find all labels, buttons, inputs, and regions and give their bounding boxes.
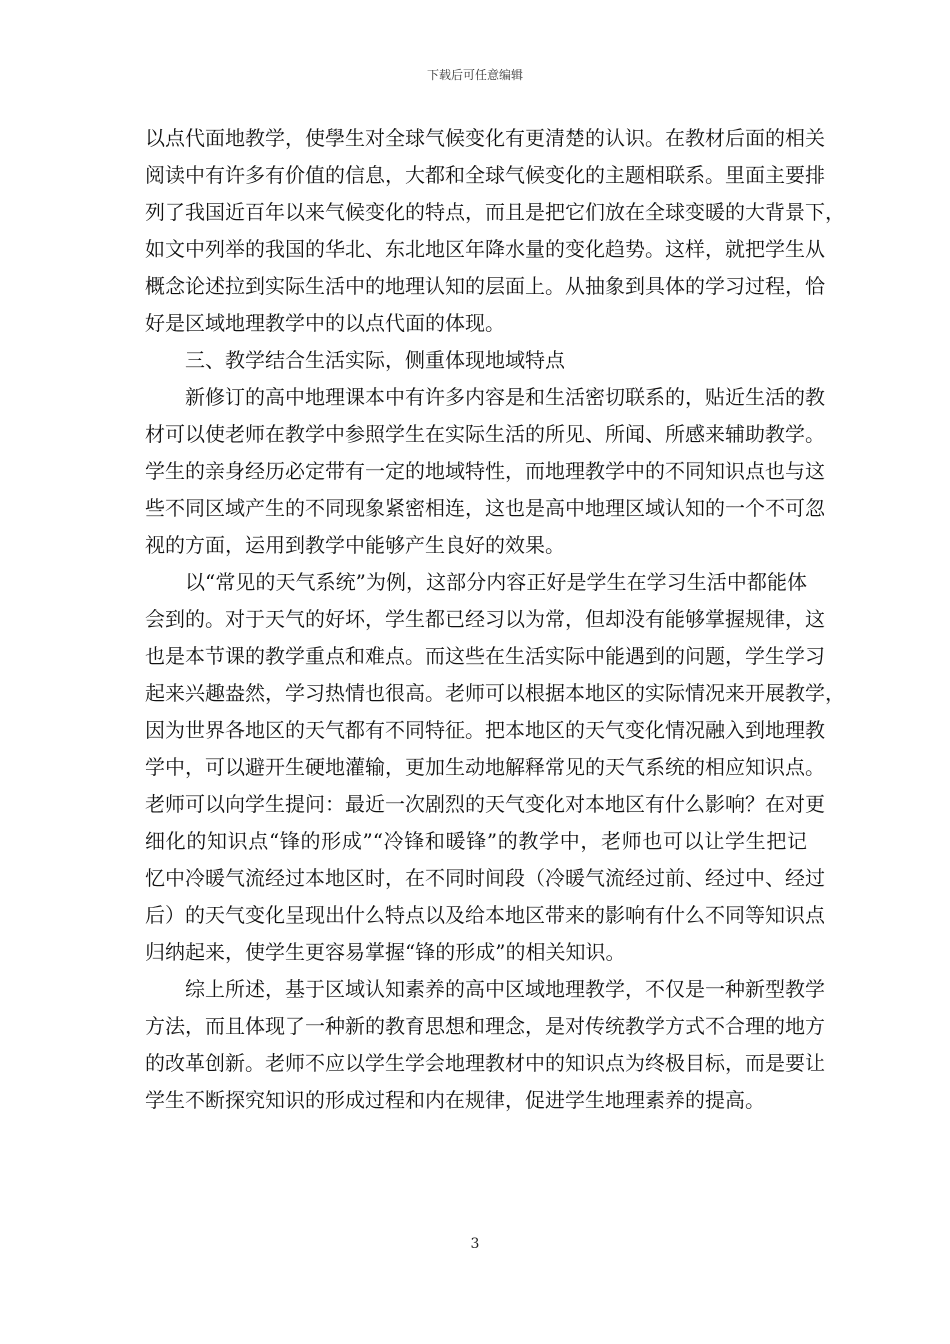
body-line: 以“常见的天气系统”为例，这部分内容正好是学生在学习生活中都能体 <box>185 570 807 594</box>
body-line: 因为世界各地区的天气都有不同特征。把本地区的天气变化情况融入到地理教 <box>145 718 825 742</box>
body-line: 学中，可以避开生硬地灌输，更加生动地解释常见的天气系统的相应知识点。 <box>145 755 825 779</box>
body-line: 好是区域地理教学中的以点代面的体现。 <box>145 311 505 335</box>
body-line: 些不同区域产生的不同现象紧密相连，这也是高中地理区域认知的一个不可忽 <box>145 496 825 520</box>
body-line: 忆中冷暖气流经过本地区时，在不同时间段（冷暖气流经过前、经过中、经过 <box>145 866 825 890</box>
body-line: 的改革创新。老师不应以学生学会地理教材中的知识点为终极目标，而是要让 <box>145 1051 825 1075</box>
body-line: 阅读中有许多有价值的信息，大都和全球气候变化的主题相联系。里面主要排 <box>145 163 825 187</box>
body-line: 后）的天气变化呈现出什么特点以及给本地区带来的影响有什么不同等知识点 <box>145 903 825 927</box>
body-line: 老师可以向学生提问：最近一次剧烈的天气变化对本地区有什么影响？在对更 <box>145 792 825 816</box>
body-line: 如文中列举的我国的华北、东北地区年降水量的变化趋势。这样，就把学生从 <box>145 237 825 261</box>
body-line: 学生的亲身经历必定带有一定的地域特性，而地理教学中的不同知识点也与这 <box>145 459 825 483</box>
body-line: 综上所述，基于区域认知素养的高中区域地理教学，不仅是一种新型教学 <box>185 977 825 1001</box>
body-line: 细化的知识点“锋的形成”“冷锋和暖锋”的教学中，老师也可以让学生把记 <box>145 829 807 853</box>
body-line: 新修订的高中地理课本中有许多内容是和生活密切联系的，贴近生活的教 <box>185 385 825 409</box>
body-line: 以点代面地教学，使學生对全球气候变化有更清楚的认识。在教材后面的相关 <box>145 126 825 150</box>
body-line: 材可以使老师在教学中参照学生在实际生活的所见、所闻、所感来辅助教学。 <box>145 422 825 446</box>
body-line: 方法，而且体现了一种新的教育思想和理念，是对传统教学方式不合理的地方 <box>145 1014 825 1038</box>
body-line: 视的方面，运用到教学中能够产生良好的效果。 <box>145 533 565 557</box>
body-line: 概念论述拉到实际生活中的地理认知的层面上。从抽象到具体的学习过程，恰 <box>145 274 825 298</box>
body-line: 学生不断探究知识的形成过程和内在规律，促进学生地理素养的提高。 <box>145 1088 765 1112</box>
body-line: 也是本节课的教学重点和难点。而这些在生活实际中能遇到的问题，学生学习 <box>145 644 825 668</box>
page-number: 3 <box>470 1236 480 1252</box>
section-heading: 三、教学结合生活实际，侧重体现地域特点 <box>185 348 565 372</box>
body-line: 起来兴趣盎然，学习热情也很高。老师可以根据本地区的实际情况来开展教学， <box>145 681 845 705</box>
document-body <box>145 120 845 1119</box>
body-line: 列了我国近百年以来气候变化的特点，而且是把它们放在全球变暖的大背景下， <box>145 200 845 224</box>
body-line: 归纳起来，使学生更容易掌握“锋的形成”的相关知识。 <box>145 940 626 964</box>
body-line: 会到的。对于天气的好坏，学生都已经习以为常，但却没有能够掌握规律，这 <box>145 607 825 631</box>
page-header: 下载后可任意编辑 <box>426 68 523 82</box>
